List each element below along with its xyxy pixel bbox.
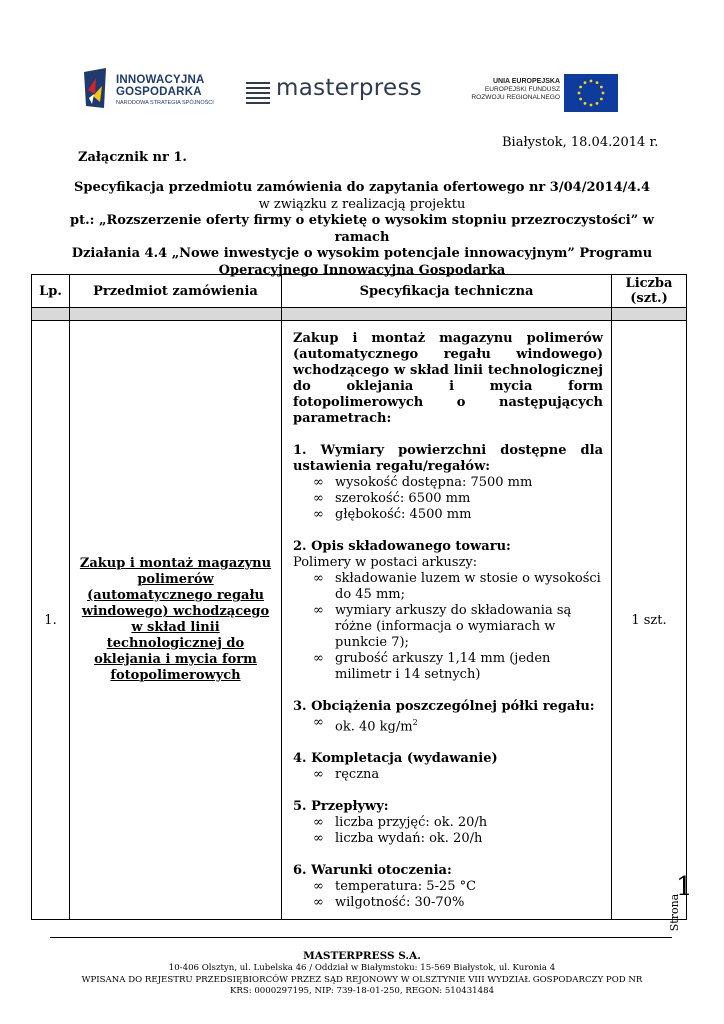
spec-intro: Zakup i montaż magazynu polimerów (automatycznego regału windowego) wchodzącego w skład linii technologicznej do oklejania i mycia form fotopolimerowych o następujących parametrach: [293, 331, 603, 426]
infinity-bullet-icon: ∞ [313, 603, 324, 618]
footer [40, 949, 684, 998]
infinity-bullet-icon: ∞ [313, 815, 324, 831]
masterpress-lines-icon [246, 80, 270, 104]
list-item [313, 895, 603, 911]
list-item-text: wysokość dostępna: 7500 mm [335, 475, 533, 490]
eu-logo [466, 72, 622, 114]
ig-logo-mark-icon [82, 68, 110, 110]
infinity-bullet-icon: ∞ [313, 715, 324, 730]
spec-section-6-list [293, 879, 603, 911]
infinity-bullet-icon: ∞ [313, 475, 324, 490]
list-item-text: szerokość: 6500 mm [335, 491, 471, 506]
row-subject: Zakup i montaż magazynu polimerów (automatycznego regału windowego) wchodzącego w skład linii technologicznej do oklejania i mycia form fotopolimerowych [70, 321, 282, 920]
eu-star-icon [596, 102, 599, 105]
title-line-4: Działania 4.4 „Nowe inwestycje o wysokim potencjale innowacyjnym” Programu [71, 246, 653, 261]
eu-logo-line3: ROZWOJU REGIONALNEGO [471, 94, 560, 102]
infinity-bullet-icon: ∞ [313, 831, 324, 847]
list-item-text: ręczna [335, 767, 380, 783]
infinity-bullet-icon: ∞ [313, 879, 324, 895]
spec-section-5-title: 5. Przepływy: [293, 799, 389, 815]
row-spec [282, 321, 612, 920]
specification-table [31, 274, 687, 920]
ig-logo-tagline: NARODOWA STRATEGIA SPÓJNOŚCI [116, 100, 214, 106]
eu-star-icon [590, 104, 593, 107]
footer-line-3: KRS: 0000297195, NIP: 739-18-01-250, REGON: 510431484 [229, 986, 495, 996]
infinity-bullet-icon: ∞ [313, 895, 324, 911]
header-lp: Lp. [32, 275, 70, 308]
spec-section-1-list [293, 475, 603, 523]
list-item [313, 715, 603, 735]
spec-load-value: ok. 40 kg/m [335, 719, 413, 735]
list-item [313, 831, 603, 847]
eu-star-icon [600, 86, 603, 89]
row-qty: 1 szt. [612, 321, 687, 920]
spec-section-2-list [293, 571, 603, 683]
footer-company: MASTERPRESS S.A. [303, 950, 421, 962]
page-number: 1 [676, 872, 693, 902]
document-date: Białystok, 18.04.2014 r. [502, 135, 659, 150]
spec-section-4-title: 4. Kompletacja (wydawanie) [293, 751, 498, 767]
spec-section-5-list [293, 815, 603, 847]
row-lp: 1. [32, 321, 70, 920]
ig-logo-line2: GOSPODARKA [116, 86, 202, 98]
spec-section-3-list [293, 715, 603, 735]
footer-divider [50, 937, 672, 938]
spec-section-2-text: Polimery w postaci arkuszy: [293, 555, 478, 570]
title-line-3: pt.: „Rozszerzenie oferty firmy o etykietę o wysokim stopniu przezroczystości” w ramach [70, 213, 654, 245]
spec-section-3-title: 3. Obciążenia poszczególnej półki regału: [293, 699, 595, 714]
spec-section-2-title: 2. Opis składowanego towaru: [293, 539, 511, 554]
title-line-1: Specyfikacja przedmiotu zamówienia do zapytania ofertowego nr 3/04/2014/4.4 [74, 180, 650, 195]
innowacyjna-gospodarka-logo [82, 68, 222, 112]
masterpress-logo [246, 75, 436, 106]
eu-star-icon [596, 81, 599, 84]
title-line-5: Operacyjnego Innowacyjna Gospodarka [218, 262, 506, 278]
header-spec: Specyfikacja techniczna [282, 275, 612, 308]
list-item [313, 491, 603, 507]
eu-flag-icon [564, 74, 618, 112]
list-item-text: temperatura: 5-25 °C [335, 879, 477, 895]
spec-section-1-title: 1. Wymiary powierzchni dostępne dla ustawienia regału/regałów: [293, 443, 603, 474]
header-subject: Przedmiot zamówienia [70, 275, 282, 308]
list-item-text: liczba przyjęć: ok. 20/h [335, 815, 488, 831]
infinity-bullet-icon: ∞ [313, 491, 324, 506]
list-item-text: składowanie luzem w stosie o wysokości do 45 mm; [335, 571, 601, 602]
spec-load-unit-exponent: 2 [412, 718, 418, 727]
list-item [313, 879, 603, 895]
list-item [313, 603, 603, 651]
footer-line-2: WPISANA DO REJESTRU PRZEDSIĘBIORCÓW PRZEZ SĄD REJONOWY W OLSZTYNIE VIII WYDZIAŁ GOSPODARCZY POD NR [81, 974, 643, 985]
eu-star-icon [590, 80, 593, 83]
header-qty-line1: Liczba [625, 276, 673, 291]
list-item [313, 767, 603, 783]
infinity-bullet-icon: ∞ [313, 507, 324, 522]
infinity-bullet-icon: ∞ [313, 767, 324, 783]
eu-star-icon [584, 102, 587, 105]
infinity-bullet-icon: ∞ [313, 651, 324, 666]
page-marker [668, 872, 694, 932]
header-qty [612, 275, 687, 308]
list-item-text: wymiary arkuszy do składowania są różne (informacja o wymiarach w punkcie 7); [335, 603, 572, 650]
eu-star-icon [579, 86, 582, 89]
table-row [32, 321, 687, 920]
eu-logo-line2: EUROPEJSKI FUNDUSZ [484, 86, 560, 94]
eu-star-icon [578, 92, 581, 95]
annex-label: Załącznik nr 1. [78, 150, 187, 165]
ig-logo-line1: INNOWACYJNA [116, 74, 205, 86]
document-title [60, 180, 664, 279]
list-item-text: grubość arkuszy 1,14 mm (jeden milimetr i 14 setnych) [335, 651, 551, 682]
spec-section-4-list [293, 767, 603, 783]
title-line-2: w związku z realizacją projektu [258, 196, 466, 212]
list-item [313, 475, 603, 491]
list-item-text: liczba wydań: ok. 20/h [335, 831, 483, 847]
spec-section-6-title: 6. Warunki otoczenia: [293, 863, 452, 879]
eu-star-icon [600, 98, 603, 101]
eu-star-icon [579, 98, 582, 101]
table-separator-row [32, 308, 687, 321]
header-qty-line2: (szt.) [630, 291, 668, 306]
eu-logo-line1: UNIA EUROPEJSKA [492, 78, 560, 85]
list-item [313, 815, 603, 831]
page-marker-label: Strona [668, 893, 682, 932]
list-item [313, 571, 603, 603]
list-item-text: głębokość: 4500 mm [335, 507, 472, 522]
footer-line-1: 10-406 Olsztyn, ul. Lubelska 46 / Oddział w Białymstoku: 15-569 Białystok, ul. Kuronia 4 [168, 963, 556, 973]
list-item [313, 651, 603, 683]
list-item [313, 507, 603, 523]
table-header-row [32, 275, 687, 308]
eu-star-icon [602, 92, 605, 95]
infinity-bullet-icon: ∞ [313, 571, 324, 586]
eu-star-icon [584, 81, 587, 84]
masterpress-wordmark: masterpress [276, 75, 423, 101]
list-item-text: wilgotność: 30-70% [335, 895, 465, 911]
